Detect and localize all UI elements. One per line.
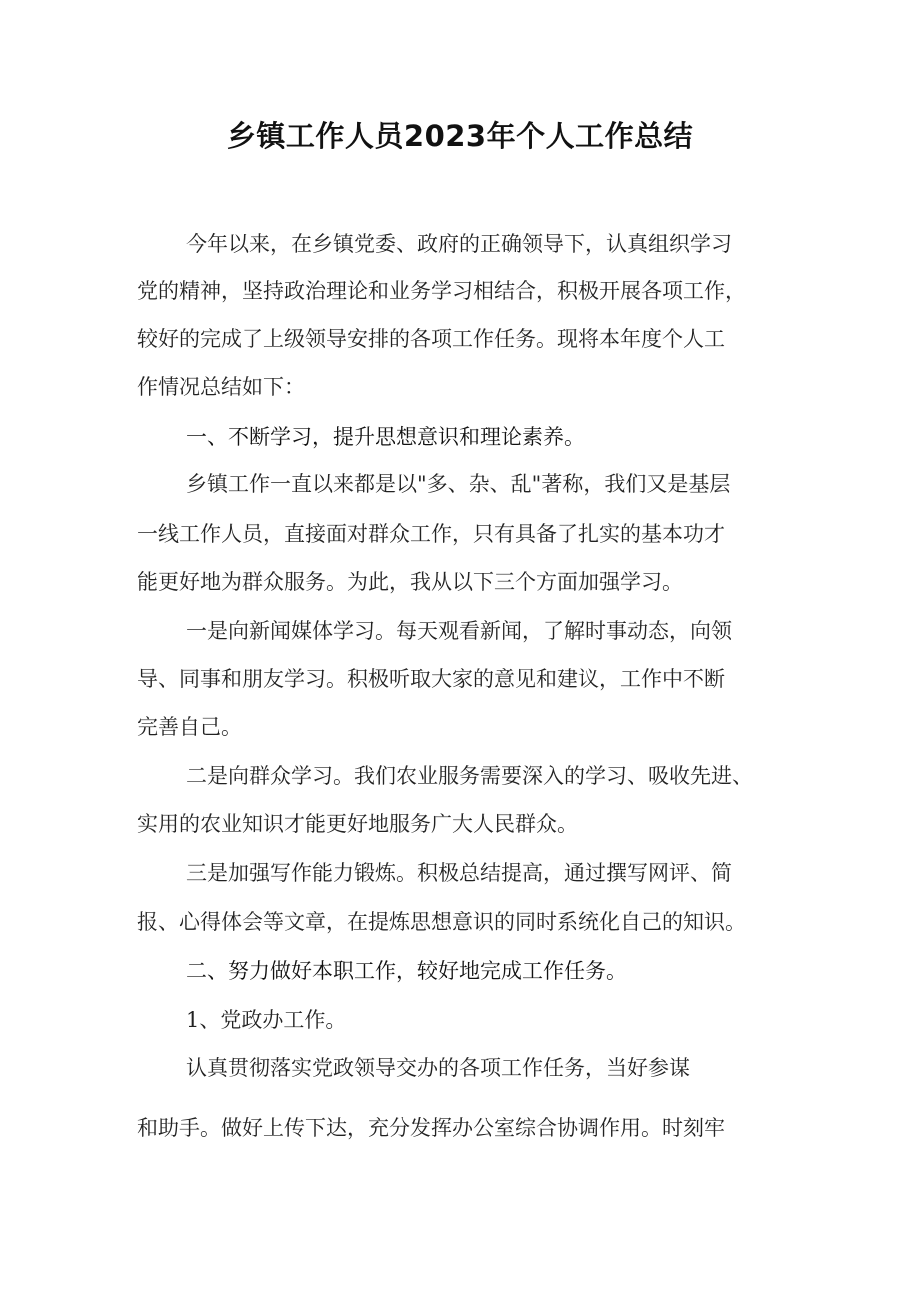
subsection-heading-1: 1、党政办工作。 bbox=[186, 1008, 347, 1032]
paragraph-section1-line-1: 乡镇工作一直以来都是以"多、杂、乱"著称，我们又是基层 bbox=[186, 472, 731, 496]
paragraph-intro-line-4: 作情况总结如下： bbox=[137, 375, 305, 399]
paragraph-subsection1-line-2: 和助手。做好上传下达，充分发挥办公室综合协调作用。时刻牢 bbox=[137, 1116, 725, 1140]
paragraph-item1-line-2: 导、同事和朋友学习。积极听取大家的意见和建议，工作中不断 bbox=[137, 667, 725, 691]
paragraph-item1-line-3: 完善自己。 bbox=[137, 715, 242, 739]
paragraph-intro-line-1: 今年以来，在乡镇党委、政府的正确领导下，认真组织学习 bbox=[186, 232, 732, 256]
paragraph-subsection1-line-1: 认真贯彻落实党政领导交办的各项工作任务，当好参谋 bbox=[186, 1056, 690, 1080]
paragraph-intro-line-2: 党的精神，坚持政治理论和业务学习相结合，积极开展各项工作， bbox=[137, 279, 746, 303]
paragraph-section1-line-2: 一线工作人员，直接面对群众工作，只有具备了扎实的基本功才 bbox=[137, 522, 725, 546]
section-heading-2: 二、努力做好本职工作，较好地完成工作任务。 bbox=[186, 959, 627, 983]
paragraph-item1-line-1: 一是向新闻媒体学习。每天观看新闻，了解时事动态，向领 bbox=[186, 619, 732, 643]
paragraph-item3-line-1: 三是加强写作能力锻炼。积极总结提高，通过撰写网评、简 bbox=[186, 861, 732, 885]
paragraph-item2-line-1: 二是向群众学习。我们农业服务需要深入的学习、吸收先进、 bbox=[186, 764, 753, 788]
paragraph-item2-line-2: 实用的农业知识才能更好地服务广大人民群众。 bbox=[137, 812, 578, 836]
paragraph-section1-line-3: 能更好地为群众服务。为此，我从以下三个方面加强学习。 bbox=[137, 570, 683, 594]
section-heading-1: 一、不断学习，提升思想意识和理论素养。 bbox=[186, 425, 585, 449]
paragraph-intro-line-3: 较好的完成了上级领导安排的各项工作任务。现将本年度个人工 bbox=[137, 327, 725, 351]
document-title: 乡镇工作人员2023年个人工作总结 bbox=[226, 119, 694, 153]
paragraph-item3-line-2: 报、心得体会等文章，在提炼思想意识的同时系统化自己的知识。 bbox=[137, 910, 746, 934]
